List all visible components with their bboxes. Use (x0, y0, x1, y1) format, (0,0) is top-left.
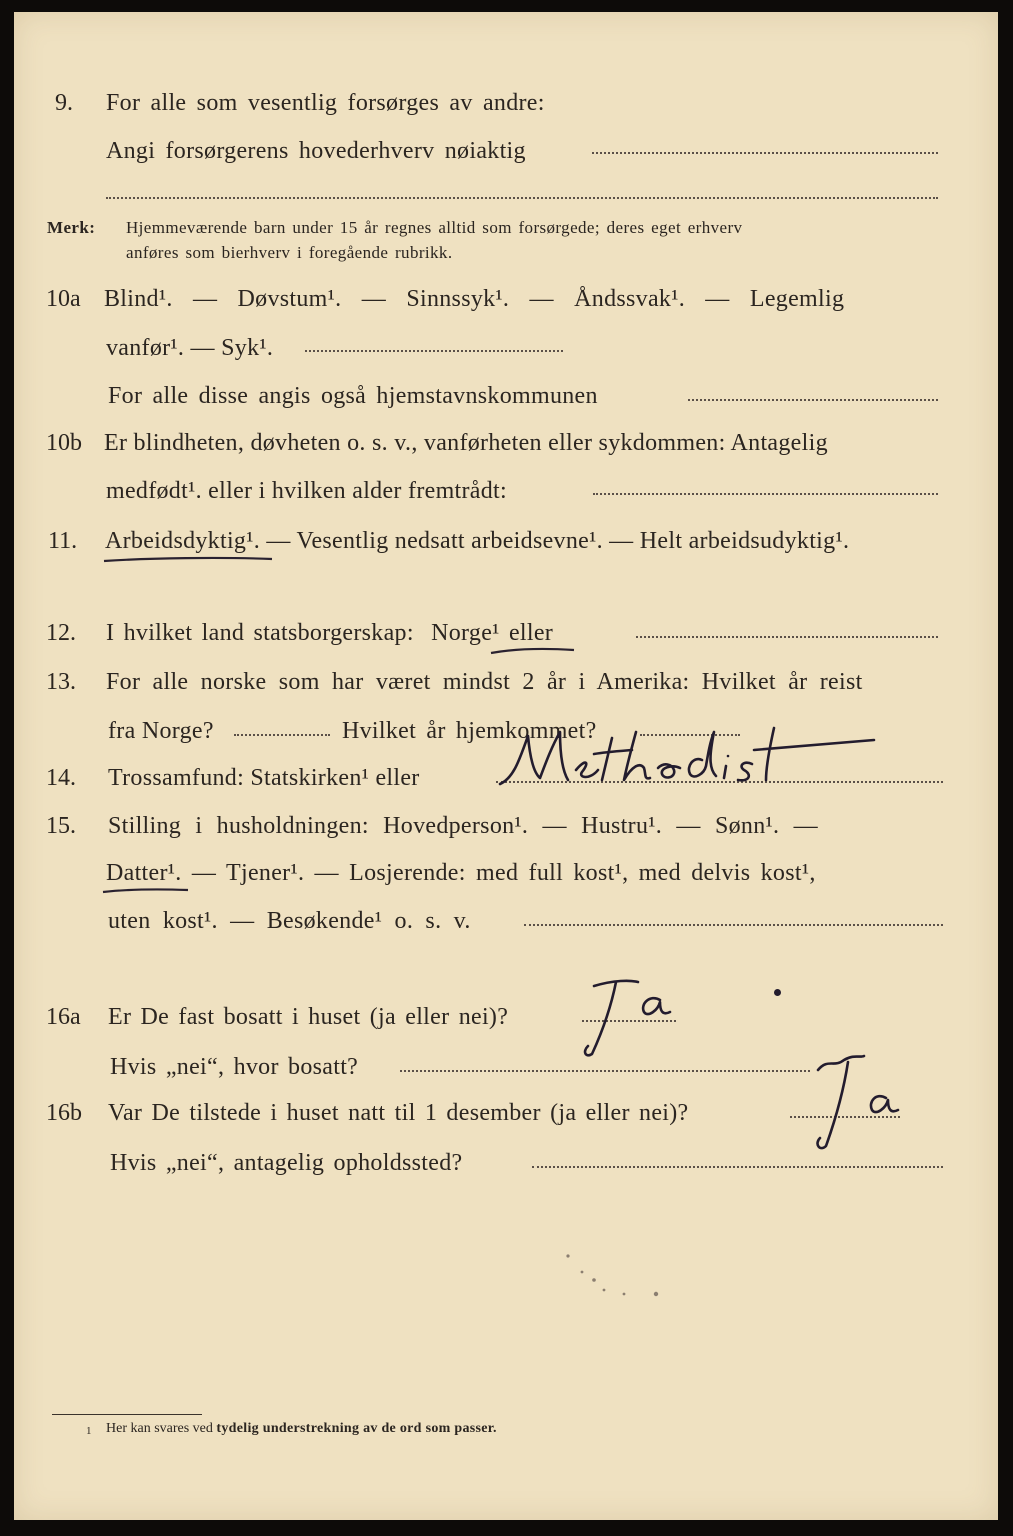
q10a-home-line (688, 399, 938, 401)
footnote-separator (52, 1414, 202, 1415)
q15-line2 (106, 858, 816, 888)
footnote-mark: 1 (86, 1425, 92, 1437)
q10a-line1: Blind¹. — Døvstum¹. — Sinnssyk¹. — Åndssvak¹. — Legemlig (104, 286, 845, 312)
q10a-answer-line (305, 350, 563, 352)
q12-handwritten-underline (488, 643, 578, 659)
q9-line2: Angi forsørgerens hovederhverv nøiaktig (106, 138, 526, 164)
q16b-line2: Hvis „nei“, antagelig opholdssted? (110, 1150, 463, 1176)
footnote-plain: Her kan svares ved (106, 1421, 213, 1436)
q11-handwritten-underline (100, 553, 275, 567)
q13-line2a: fra Norge? (108, 718, 214, 744)
stray-ink-marks (560, 1250, 670, 1300)
q16b-handwritten-ja (806, 1048, 916, 1158)
q11-text: Arbeidsdyktig¹. — Vesentlig nedsatt arbeidsevne¹. — Helt arbeidsudyktig¹. (105, 528, 850, 554)
q12-suffix: ¹ eller (492, 620, 554, 646)
q10b-answer-line (593, 493, 938, 495)
q16b-number: 16b (46, 1100, 82, 1126)
merk-note (47, 217, 95, 239)
q16a-number: 16a (46, 1004, 81, 1030)
q16a-line1: Er De fast bosatt i huset (ja eller nei)? (108, 1004, 509, 1030)
q15-handwritten-underline (100, 884, 192, 898)
q15-line1: Stilling i husholdningen: Hovedperson¹. — Hustru¹. — Sønn¹. — (108, 813, 818, 839)
q13-reist-line (234, 734, 330, 736)
q16a-handwritten-ja (574, 972, 684, 1062)
q9-number: 9. (55, 90, 73, 116)
q10b-number: 10b (46, 430, 82, 456)
merk-line2: anføres som bierhverv i foregående rubrikk. (126, 243, 453, 262)
q15-datter: Datter (106, 860, 168, 886)
q13-line1: For alle norske som har været mindst 2 år i Amerika: Hvilket år reist (106, 669, 863, 695)
q16b-opholdssted-line (532, 1166, 943, 1168)
merk-label: Merk: (47, 218, 96, 237)
q9-line1: For alle som vesentlig forsørges av andre: (106, 90, 545, 116)
q15-number: 15. (46, 813, 76, 839)
q16a-line2: Hvis „nei“, hvor bosatt? (110, 1054, 359, 1080)
q14-number: 14. (46, 765, 76, 791)
q10a-number: 10a (46, 286, 81, 312)
q14-text: Trossamfund: Statskirken¹ eller (108, 765, 420, 791)
q12-number: 12. (46, 620, 76, 646)
q9-answer-line (592, 152, 938, 154)
q9-answer-line-2 (106, 197, 938, 199)
q12-norge: Norge (431, 620, 493, 646)
q15-line3: uten kost¹. — Besøkende¹ o. s. v. (108, 908, 471, 934)
q12-answer-line (636, 636, 938, 638)
q10b-line1: Er blindheten, døvheten o. s. v., vanførheten eller sykdommen: Antagelig (104, 430, 828, 456)
q11-number: 11. (48, 528, 78, 554)
q16b-line1: Var De tilstede i huset natt til 1 desember (ja eller nei)? (108, 1100, 689, 1126)
q10a-line2: vanfør¹. — Syk¹. (106, 335, 274, 361)
q12-text (106, 618, 553, 648)
q15-answer-line (524, 924, 943, 926)
footnote-bold: tydelig understrekning av de ord som passer. (216, 1421, 497, 1436)
q15-line2-rest: ¹. — Tjener¹. — Losjerende: med full kost¹, med delvis kost¹, (167, 860, 816, 886)
footnote (106, 1420, 497, 1438)
ink-dot (774, 989, 781, 996)
q13-number: 13. (46, 669, 76, 695)
q12-prefix: I hvilket land statsborgerskap: (106, 620, 414, 646)
q14-handwritten-methodist (494, 718, 894, 798)
q10a-line3: For alle disse angis også hjemstavnskommunen (108, 383, 598, 409)
merk-line1: Hjemmeværende barn under 15 år regnes alltid som forsørgede; deres eget erhverv (126, 218, 743, 237)
q10b-line2: medfødt¹. eller i hvilken alder fremtrådt: (106, 478, 507, 504)
q16a-bosatt-line (400, 1070, 810, 1072)
q13-line2b: Hvilket år hjemkommet? (342, 718, 597, 744)
